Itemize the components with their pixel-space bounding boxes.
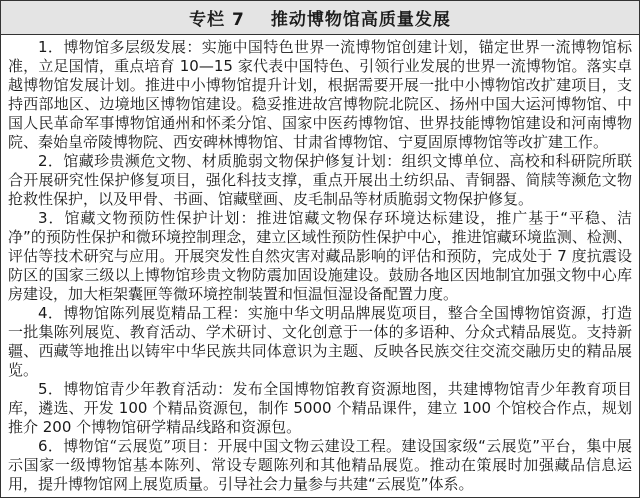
- column-title: 推动博物馆高质量发展: [270, 10, 451, 30]
- item-body: 推进馆藏文物保存环境达标建设，推广基于“平稳、洁净”的预防性保护和微环境控制理念，建立区域性预防性保护中心，推进馆藏环境监测、检测、评估等技术研究与应用。开展突发性自然灾害对藏品影响的评估和预防，完成处于 7 度抗震设防区的国家三级以上博物馆珍贵文物防震加固设施建设。鼓励各地区因地制宜加强文物中心库房建设，加大柜架囊匣等微环境控制装置和恒温恒湿设备配置力度。: [8, 209, 632, 303]
- item-body: 实施中国特色世界一流博物馆创建计划，锚定世界一流博物馆标准，立足国情，重点培育 10—15 家代表中国特色、引领行业发展的世界一流博物馆。落实卓越博物馆发展计划。推进中小博物馆提升计划，根据需要开展一批中小博物馆改扩建项目，支持西部地区、边境地区博物馆建设。稳妥推进故宫博物院北院区、扬州中国大运河博物馆、中国人民革命军事博物馆通州和怀柔分馆、国家中医药博物馆、世界技能博物馆建设和河南博物院、秦始皇帝陵博物院、西安碑林博物馆、甘肃省博物馆、宁夏固原博物馆等改扩建工作。: [8, 38, 632, 151]
- item-body: 开展中国文物云建设工程。建设国家级“云展览”平台，集中展示国家一级博物馆基本陈列、常设专题陈列和其他精品展览。推动在策展时加强藏品信息运用，提升博物馆网上展览质量。引导社会力量参与共建“云展览”体系。: [8, 437, 633, 493]
- item-heading: 馆藏文物预防性保护计划: [64, 209, 241, 227]
- item-body: 实施中华文明品牌展览项目，整合全国博物馆资源，打造一批集陈列展览、教育活动、学术研讨、文化创意于一体的多语种、分众式精品展览。支持新疆、西藏等地推出以铸牢中华民族共同体意识为主题、反映各民族交往交流交融历史的精品展览。: [8, 304, 632, 379]
- item-separator: ：: [186, 38, 202, 56]
- item-heading: 博物馆陈列展览精品工程: [63, 304, 233, 322]
- item-body: 组织文博单位、高校和科研院所联合开展研究性保护修复项目，强化科技支撑，重点开展出土纺织品、青铜器、简牍等濒危文物抢救性保护，以及甲骨、书画、馆藏壁画、皮毛制品等材质脆弱文物保护修复。: [8, 152, 632, 208]
- item-separator: ：: [217, 380, 233, 398]
- item-separator: ：: [201, 437, 218, 455]
- column-item-2: [8, 152, 632, 209]
- item-separator: ：: [386, 152, 402, 170]
- item-body: 发布全国博物馆教育资源地图，共建博物馆青少年教育项目库，遴选、开发 100 个精品资源包，制作 5000 个精品课件，建立 100 个馆校合作点，规划推介 200 个博物馆研学精品线路和资源包。: [8, 380, 632, 436]
- column-item-1: [8, 38, 632, 152]
- column-item-6: [8, 437, 632, 494]
- item-heading: 博物馆多层级发展: [63, 38, 187, 56]
- column-item-3: [8, 209, 632, 304]
- item-number: 2．: [38, 152, 64, 170]
- item-heading: 馆藏珍贵濒危文物、材质脆弱文物保护修复计划: [63, 152, 387, 170]
- item-separator: ：: [240, 209, 257, 227]
- item-number: 6．: [38, 437, 64, 455]
- column-item-5: [8, 380, 632, 437]
- item-heading: 博物馆“云展览”项目: [63, 437, 202, 455]
- column-body: [1, 35, 639, 497]
- item-heading: 博物馆青少年教育活动: [63, 380, 218, 398]
- column-label: 专栏 7: [189, 10, 245, 30]
- item-number: 1．: [38, 38, 64, 56]
- column-header: [1, 1, 639, 35]
- column-item-4: [8, 304, 632, 380]
- item-separator: ：: [232, 304, 248, 322]
- item-number: 4．: [38, 304, 64, 322]
- item-number: 5．: [38, 380, 64, 398]
- item-number: 3．: [38, 209, 65, 227]
